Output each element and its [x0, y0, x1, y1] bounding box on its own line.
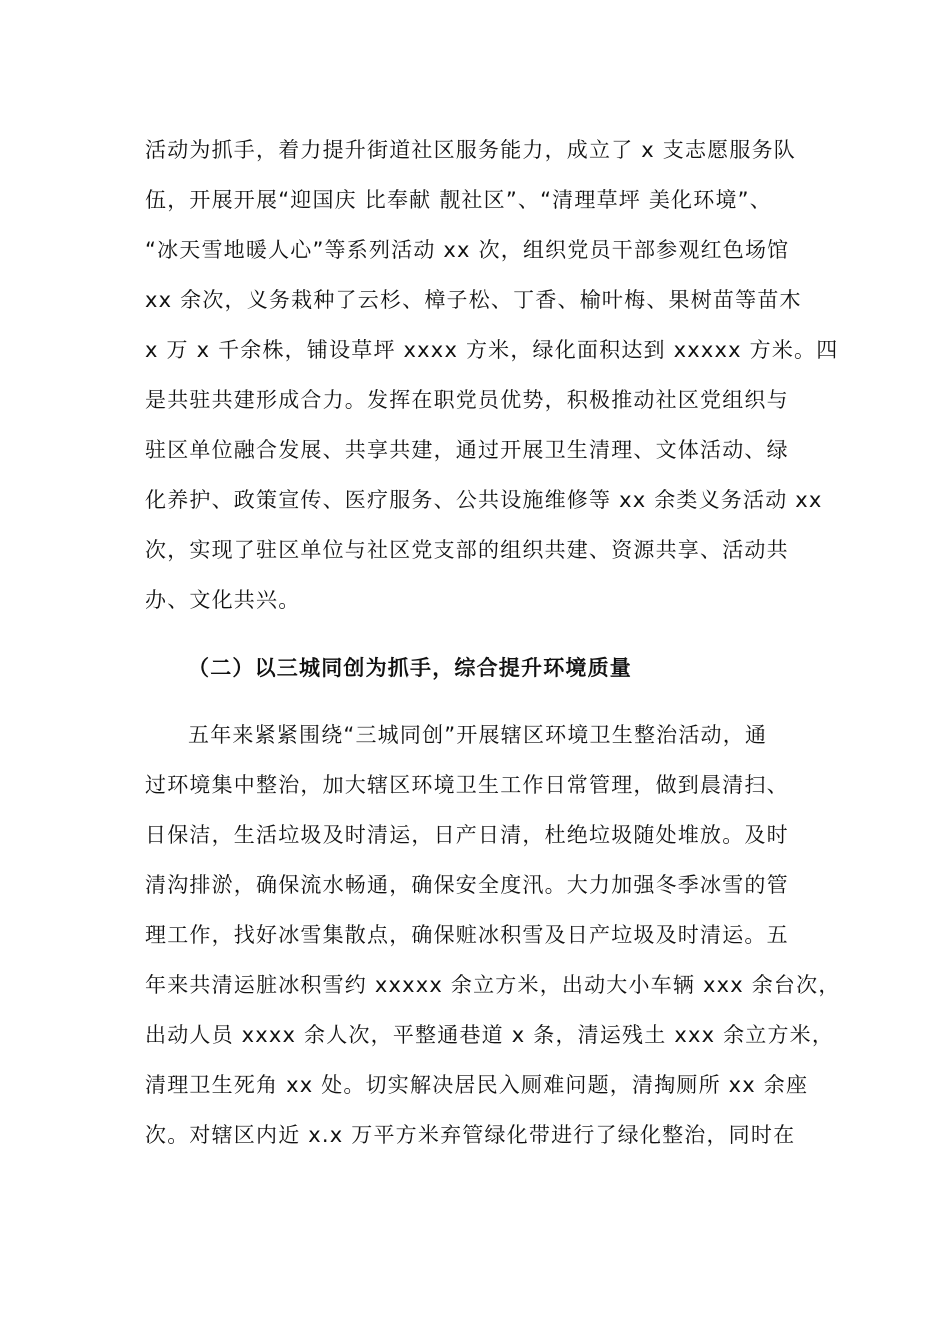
paragraph-line: 清理卫生死角 xx 处。切实解决居民入厕难问题，清掏厕所 xx 余座: [145, 1073, 809, 1097]
paragraph-line: 年来共清运脏冰积雪约 xxxxx 余立方米，出动大小车辆 xxx 余台次，: [145, 973, 841, 997]
section-heading: （二）以三城同创为抓手，综合提升环境质量: [188, 656, 632, 680]
paragraph-line: 化养护、政策宣传、医疗服务、公共设施维修等 xx 余类义务活动 xx: [145, 488, 823, 512]
paragraph-line: 日保洁，生活垃圾及时清运，日产日清，杜绝垃圾随处堆放。及时: [145, 823, 789, 847]
paragraph-line: 伍，开展开展“迎国庆 比奉献 靓社区”、“清理草坪 美化环境”、: [145, 188, 772, 212]
paragraph-line: “冰天雪地暖人心”等系列活动 xx 次，组织党员干部参观红色场馆: [145, 238, 790, 262]
paragraph-line: 五年来紧紧围绕“三城同创”开展辖区环境卫生整治活动，通: [188, 723, 768, 747]
paragraph-line: 是共驻共建形成合力。发挥在职党员优势，积极推动社区党组织与: [145, 388, 789, 412]
paragraph-line: xx 余次，义务栽种了云杉、樟子松、丁香、榆叶梅、果树苗等苗木: [145, 288, 802, 312]
paragraph-line: 理工作，找好冰雪集散点，确保赃冰积雪及日产垃圾及时清运。五: [145, 923, 789, 947]
paragraph-line: 清沟排淤，确保流水畅通，确保安全度汛。大力加强冬季冰雪的管: [145, 873, 789, 897]
paragraph-line: 过环境集中整治，加大辖区环境卫生工作日常管理，做到晨清扫、: [145, 773, 789, 797]
paragraph-line: 出动人员 xxxx 余人次，平整通巷道 x 条，清运残土 xxx 余立方米，: [145, 1023, 835, 1047]
paragraph-line: 次。对辖区内近 x.x 万平方米弃管绿化带进行了绿化整治，同时在: [145, 1123, 796, 1147]
paragraph-line: x 万 x 千余株，铺设草坪 xxxx 方米，绿化面积达到 xxxxx 方米。四: [145, 338, 839, 362]
paragraph-line: 活动为抓手，着力提升街道社区服务能力，成立了 x 支志愿服务队: [145, 138, 796, 162]
paragraph-line: 驻区单位融合发展、共享共建，通过开展卫生清理、文体活动、绿: [145, 438, 789, 462]
paragraph-line: 办、文化共兴。: [145, 588, 301, 612]
paragraph-line: 次，实现了驻区单位与社区党支部的组织共建、资源共享、活动共: [145, 538, 789, 562]
